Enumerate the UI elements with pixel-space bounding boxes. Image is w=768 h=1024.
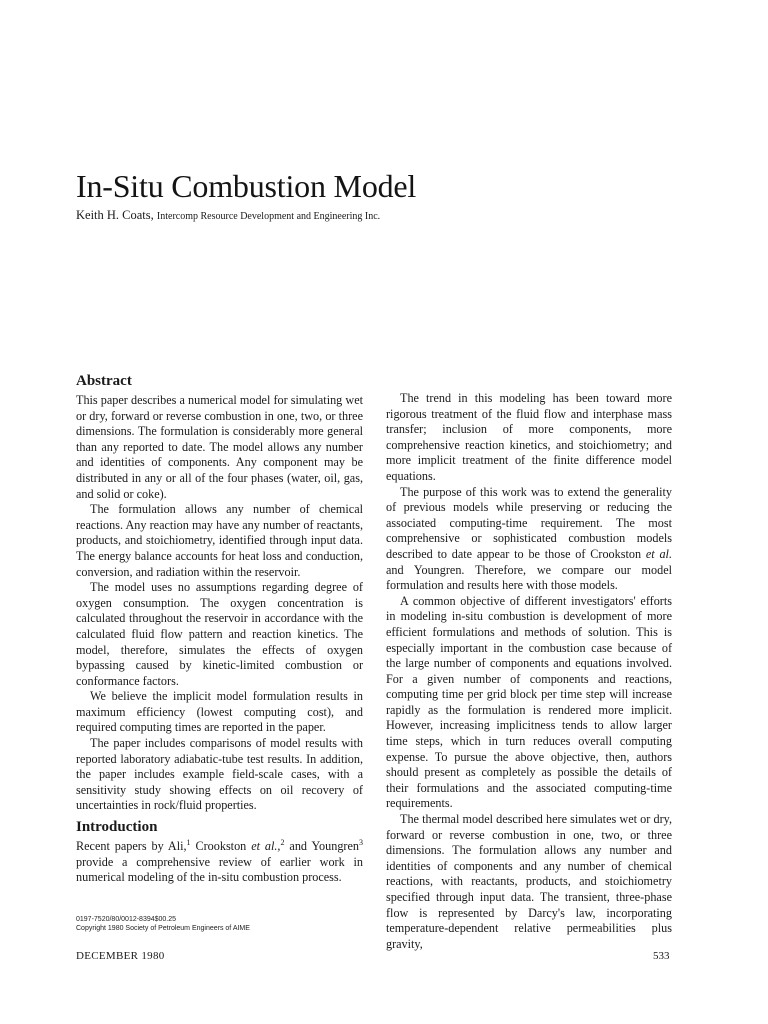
left-column — [76, 372, 363, 886]
body-paragraph: A common objective of different investigators' efforts in modeling in-situ combustion is development of more efficient formulations and methods of solution. This is especially important in the combustion case because of the large number of components and equations involved. For a given number of components and reactions, computing time per grid block per time step will increase rapidly as the formulation is rendered more implicit. However, increasing implicitness tends to allow larger time steps, which in turn reduces overall computing expense. To pursue the above objective, then, authors should present as completely as possible the details of their formulations and the associated computing-time requirements. — [386, 593, 672, 811]
abstract-paragraph: The formulation allows any number of chemical reactions. Any reaction may have any number of reactants, products, and stoichiometry, identified through input data. The energy balance accounts for heat loss and conduction, conversion, and radiation within the reservoir. — [76, 502, 363, 579]
copyright-line: Copyright 1980 Society of Petroleum Engineers of AIME — [76, 925, 250, 932]
body-paragraph — [386, 485, 672, 594]
intro-text: provide a comprehensive review of earlier work in numerical modeling of the in-situ combustion process. — [76, 854, 363, 885]
body-italic: et al. — [645, 546, 672, 561]
body-text: The purpose of this work was to extend the generality of previous models while preserving or reducing the associated computing-time requirement. The most comprehensive or sophisticated combustion models described to date appear to be those of Crookston — [386, 484, 672, 561]
right-column — [386, 391, 672, 952]
reference-marker: 2 — [280, 837, 285, 847]
body-paragraph: The thermal model described here simulates wet or dry, forward or reverse combustion in one, two, or three dimensions. The formulation allows any number and identities of components and any number of chemical reactions, with reactants, products, and stoichiometry specified through input data. The transient, three-phase flow is represented by Darcy's law, incorporating temperature-dependent relative permeabilities plus gravity, — [386, 812, 672, 951]
intro-text: Crookston — [190, 839, 252, 854]
page-number: 533 — [653, 950, 670, 962]
author-name: Keith H. Coats, — [76, 208, 154, 222]
abstract-heading: Abstract — [76, 373, 132, 389]
abstract-paragraph: This paper describes a numerical model for simulating wet or dry, forward or reverse combustion in one, two, or three dimensions. The formulation is considerably more general than any reported to date. The model allows any number and identities of components. Any component may be distributed in any or all of the four phases (water, oil, gas, and solid or coke). — [76, 393, 363, 501]
abstract-paragraph: We believe the implicit model formulation results in maximum efficiency (lowest computing cost), and required computing times are reported in the paper. — [76, 689, 363, 735]
reference-marker: 3 — [359, 837, 363, 847]
copyright-code: 0197-7520/80/0012-8394$00.25 — [76, 916, 177, 923]
copyright-notice — [76, 915, 250, 933]
introduction-paragraph — [76, 839, 363, 886]
intro-italic: et al., — [251, 839, 281, 854]
reference-marker: 1 — [186, 837, 191, 847]
byline — [76, 208, 380, 223]
intro-text: and Youngren — [284, 839, 359, 854]
paper-title: In-Situ Combustion Model — [76, 168, 417, 204]
abstract-paragraph: The model uses no assumptions regarding degree of oxygen consumption. The oxygen concentration is calculated throughout the reservoir in accordance with the calculated fluid flow pattern and reaction kinetics. The model, therefore, simulates the effects of oxygen bypassing caused by kinetic-limited combustion or conformance factors. — [76, 580, 363, 688]
introduction-heading: Introduction — [76, 819, 158, 836]
footer-date: DECEMBER 1980 — [76, 950, 165, 962]
abstract-paragraph: The paper includes comparisons of model results with reported laboratory adiabatic-tube test results. In addition, the paper includes example field-scale cases, with a sensitivity study showing effects on oil recovery of uncertainties in rock/fluid properties. — [76, 736, 363, 813]
intro-text: Recent papers by Ali, — [76, 839, 187, 854]
author-affiliation: Intercomp Resource Development and Engineering Inc. — [156, 211, 381, 222]
body-text: and Youngren. Therefore, we compare our model formulation and results here with those models. — [386, 562, 672, 593]
body-paragraph: The trend in this modeling has been toward more rigorous treatment of the fluid flow and interphase mass transfer; inclusion of more components, more comprehensive reaction kinetics, and stoichiometry; and more implicit treatment of the finite difference model equations. — [386, 391, 672, 483]
